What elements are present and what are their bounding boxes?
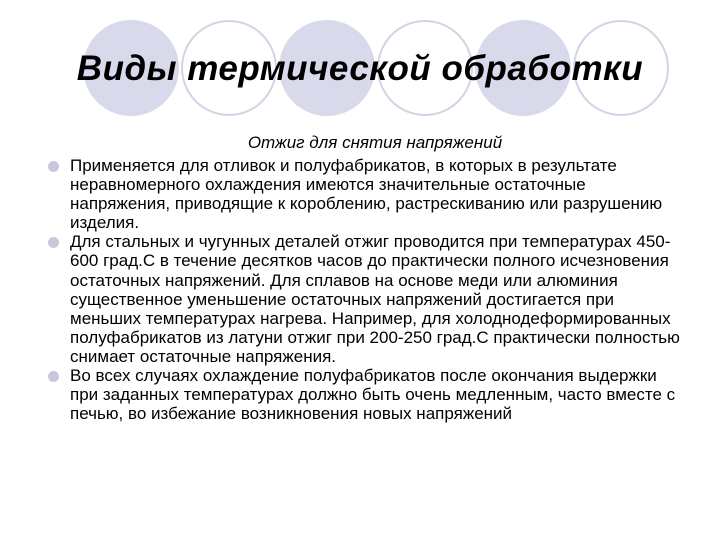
bullet-text: Применяется для отливок и полуфабрикатов, в которых в результате неравномерного охлаждения имеются значительные остаточные напряжения, приводящие к короблению, растрескиванию или разрушению изделия. xyxy=(70,156,663,233)
slide-content xyxy=(48,132,686,423)
bullet-icon xyxy=(48,161,59,172)
bullet-list xyxy=(48,156,686,423)
bullet-text: Во всех случаях охлаждение полуфабрикатов после окончания выдержки при заданных температурах должно быть очень медленным, часто вместе с печью, во избежание возникновения новых напряжений xyxy=(70,366,676,424)
slide-subtitle: Отжиг для снятия напряжений xyxy=(247,133,503,152)
bullet-text: Для стальных и чугунных деталей отжиг проводится при температурах 450-600 град.С в течение десятков часов до практически полного исчезновения остаточных напряжений. Для сплавов на основе меди или алюминия существенное уменьшение остаточных напряжений достигается при меньших температурах нагрева. Например, для холоднодеформированных полуфабрикатов из латуни отжиг при 200-250 град.С практически полностью снимает остаточные напряжения. xyxy=(70,232,680,366)
slide-title: Виды термической обработки xyxy=(76,49,644,88)
bullet-icon xyxy=(48,371,59,382)
bullet-icon xyxy=(48,237,59,248)
bullet-item xyxy=(48,156,686,232)
bullet-item xyxy=(48,232,686,366)
bullet-item xyxy=(48,366,686,423)
